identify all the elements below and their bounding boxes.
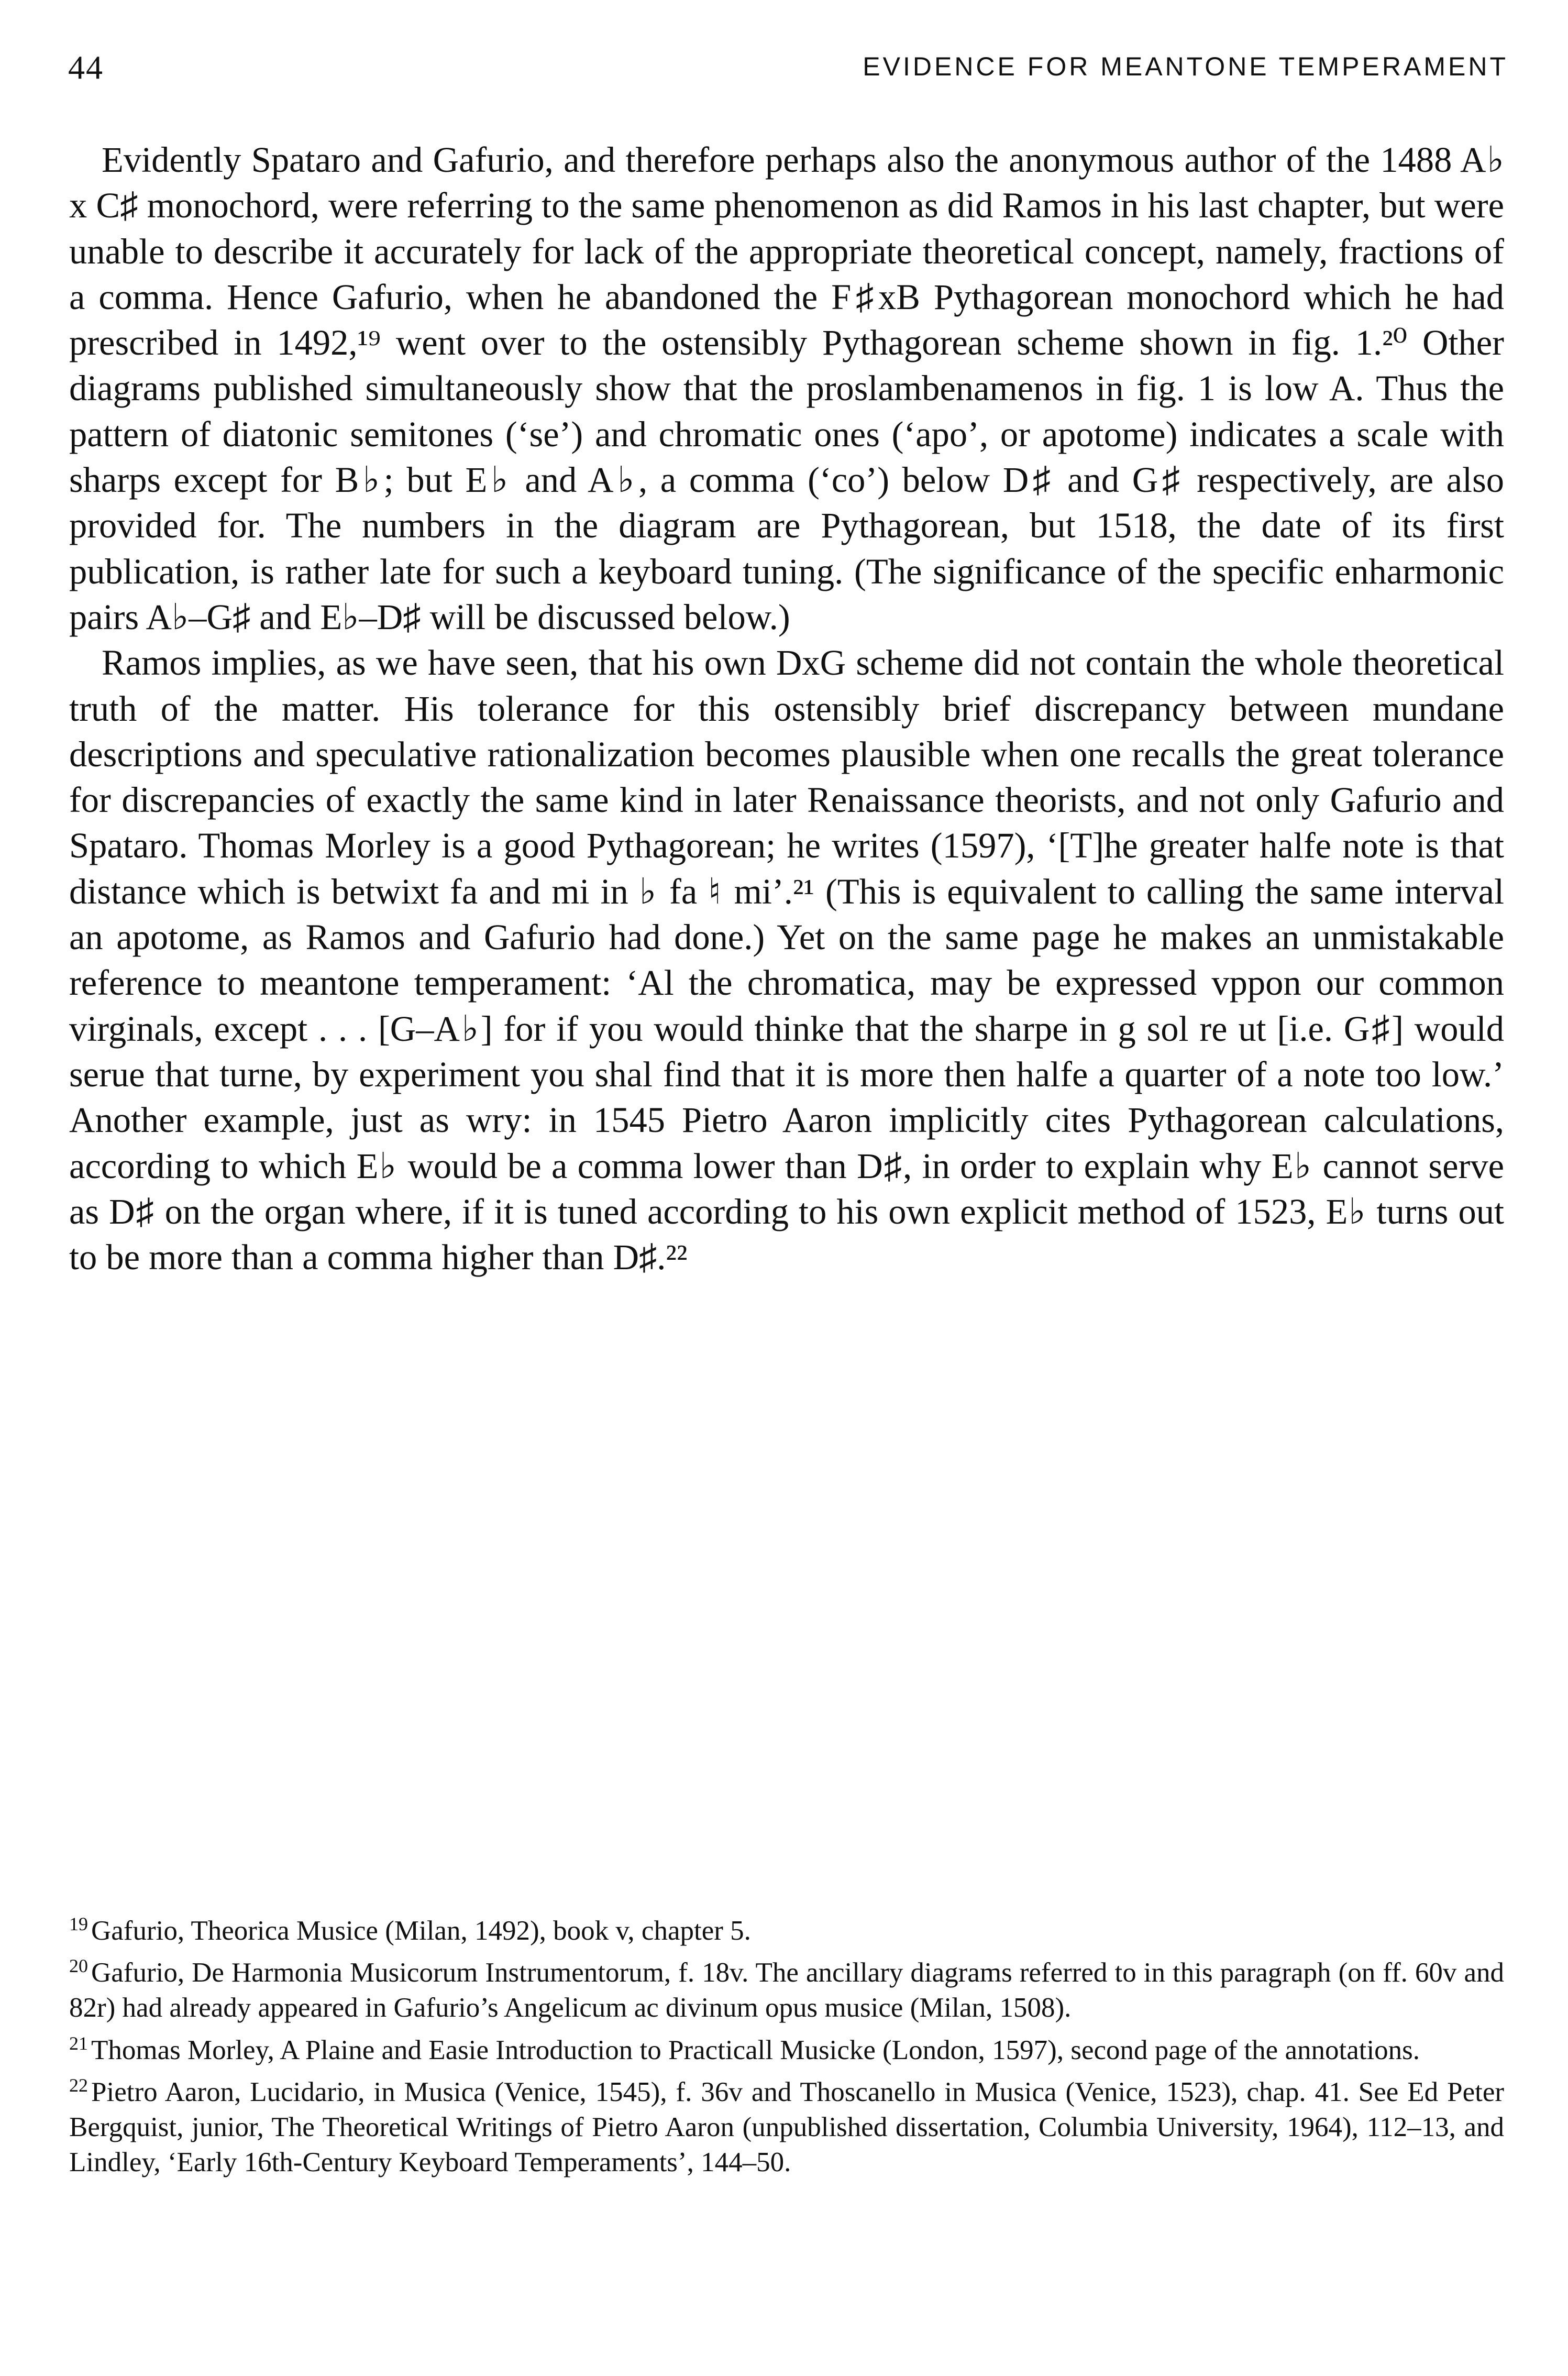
body-text <box>69 137 1504 1280</box>
footnote-number: 21 <box>69 2032 88 2054</box>
footnote-number: 19 <box>69 1913 88 1934</box>
footnotes <box>69 1907 1504 2180</box>
body-paragraph-1: Evidently Spataro and Gafurio, and therefore perhaps also the anonymous author of the 1488 A♭ x C♯ monochord, were referring to the same phenomenon as did Ramos in his last chapter, but were unable to describe it accurately for lack of the appropriate theoretical concept, namely, fractions of a comma. Hence Gafurio, when he abandoned the F♯xB Pythagorean monochord which he had prescribed in 1492,¹⁹ went over to the ostensibly Pythagorean scheme shown in fig. 1.²⁰ Other diagrams published simultaneously show that the proslambenamenos in fig. 1 is low A. Thus the pattern of diatonic semitones (‘se’) and chromatic ones (‘apo’, or apotome) indicates a scale with sharps except for B♭; but E♭ and A♭, a comma (‘co’) below D♯ and G♯ respectively, are also provided for. The numbers in the diagram are Pythagorean, but 1518, the date of its first publication, is rather late for such a keyboard tuning. (The significance of the specific enharmonic pairs A♭–G♯ and E♭–D♯ will be discussed below.) <box>69 140 1504 637</box>
footnote-text: Gafurio, De Harmonia Musicorum Instrumentorum, f. 18v. The ancillary diagrams referred to in this paragraph (on ff. 60v and 82r) had already appeared in Gafurio’s Angelicum ac divinum opus musice (Milan, 1508). <box>69 1957 1504 2023</box>
footnote-22 <box>69 2068 1504 2181</box>
footnote-text: Gafurio, Theorica Musice (Milan, 1492), book v, chapter 5. <box>91 1916 751 1946</box>
running-title: EVIDENCE FOR MEANTONE TEMPERAMENT <box>863 52 1508 81</box>
footnote-20 <box>69 1949 1504 2026</box>
footnote-21 <box>69 2026 1504 2068</box>
footnote-number: 22 <box>69 2074 88 2096</box>
footnote-text: Pietro Aaron, Lucidario, in Musica (Venice, 1545), f. 36v and Thoscanello in Musica (Venice, 1523), chap. 41. See Ed Peter Bergquist, junior, The Theoretical Writings of Pietro Aaron (unpublished dissertation, Columbia University, 1964), 112–13, and Lindley, ‘Early 16th-Century Keyboard Temperaments’, 144–50. <box>69 2076 1504 2178</box>
running-head <box>68 48 1508 90</box>
footnote-text: Thomas Morley, A Plaine and Easie Introduction to Practicall Musicke (London, 1597), second page of the annotations. <box>91 2034 1420 2065</box>
body-paragraph-2: Ramos implies, as we have seen, that his own DxG scheme did not contain the whole theoretical truth of the matter. His tolerance for this ostensibly brief discrepancy between mundane descriptions and speculative rationalization becomes plausible when one recalls the great tolerance for discrepancies of exactly the same kind in later Renaissance theorists, and not only Gafurio and Spataro. Thomas Morley is a good Pythagorean; he writes (1597), ‘[T]he greater halfe note is that distance which is betwixt fa and mi in ♭ fa ♮ mi’.²¹ (This is equivalent to calling the same interval an apotome, as Ramos and Gafurio had done.) Yet on the same page he makes an unmistakable reference to meantone temperament: ‘Al the chromatica, may be expressed vppon our common virginals, except . . . [G–A♭] for if you would thinke that the sharpe in g sol re ut [i.e. G♯] would serue that turne, by experiment you shal find that it is more then halfe a quarter of a note too low.’ Another example, just as wry: in 1545 Pietro Aaron implicitly cites Pythagorean calculations, according to which E♭ would be a comma lower than D♯, in order to explain why E♭ cannot serve as D♯ on the organ where, if it is tuned according to his own explicit method of 1523, E♭ turns out to be more than a comma higher than D♯.²² <box>69 643 1504 1278</box>
footnote-number: 20 <box>69 1955 88 1977</box>
page-number: 44 <box>68 49 104 86</box>
footnote-19 <box>69 1907 1504 1949</box>
